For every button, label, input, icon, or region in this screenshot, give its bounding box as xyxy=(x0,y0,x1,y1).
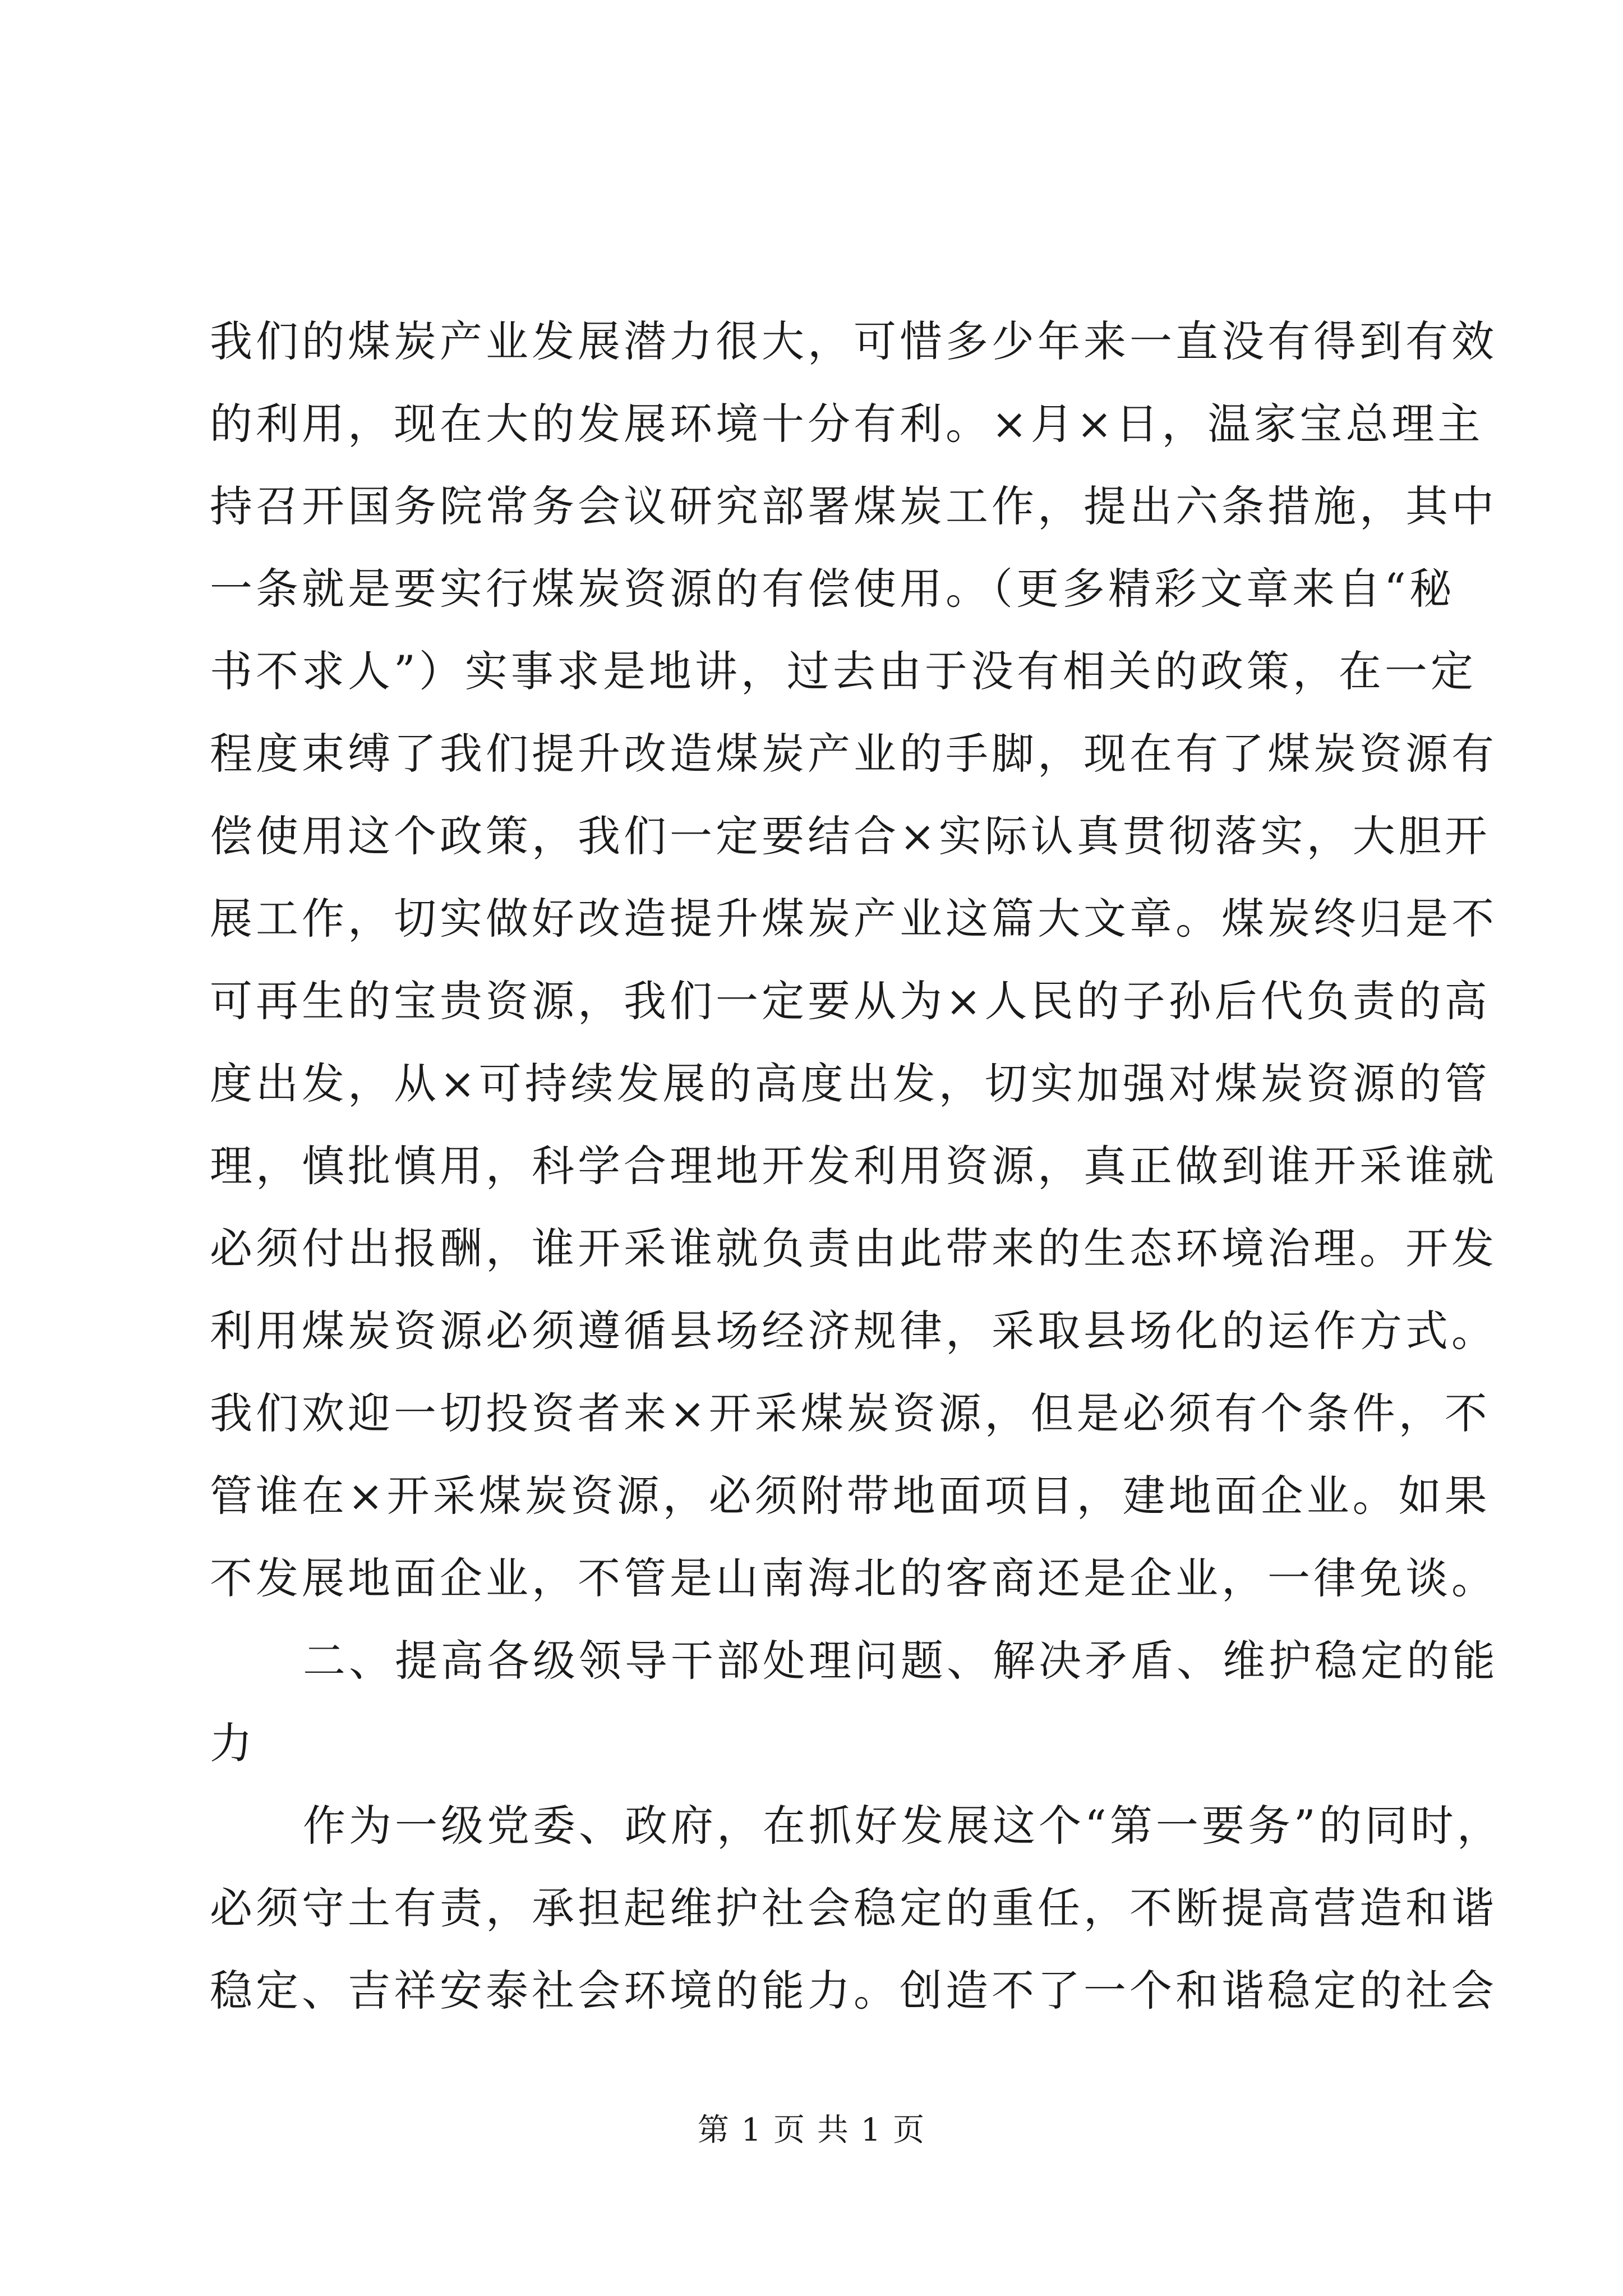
paragraph-line: 一条就是要实行煤炭资源的有偿使用。（更多精彩文章来自“秘 xyxy=(210,564,1455,614)
paragraph-line: 利用煤炭资源必须遵循县场经济规律，采取县场化的运作方式。 xyxy=(210,1306,1497,1356)
paragraph-line: 稳定、吉祥安泰社会环境的能力。创造不了一个和谐稳定的社会 xyxy=(210,1966,1497,2016)
paragraph-line: 必须守土有责，承担起维护社会稳定的重任，不断提高营造和谐 xyxy=(210,1883,1497,1933)
paragraph-line: 书不求人”）实事求是地讲，过去由于没有相关的政策，在一定 xyxy=(210,646,1477,696)
paragraph-line: 不发展地面企业，不管是山南海北的客商还是企业，一律免谈。 xyxy=(210,1553,1497,1603)
paragraph-line: 展工作，切实做好改造提升煤炭产业这篇大文章。煤炭终归是不 xyxy=(210,894,1497,944)
paragraph-line: 可再生的宝贵资源，我们一定要从为×人民的子孙后代负责的高 xyxy=(210,976,1491,1026)
section-heading-line: 力 xyxy=(210,1718,256,1768)
paragraph-line: 我们的煤炭产业发展潜力很大，可惜多少年来一直没有得到有效 xyxy=(210,316,1497,366)
paragraph-line: 偿使用这个政策，我们一定要结合×实际认真贯彻落实，大胆开 xyxy=(210,811,1491,861)
paragraph-line: 程度束缚了我们提升改造煤炭产业的手脚，现在有了煤炭资源有 xyxy=(210,729,1497,779)
page-footer: 第 1 页 共 1 页 xyxy=(697,2112,926,2148)
paragraph-line: 我们欢迎一切投资者来×开采煤炭资源，但是必须有个条件，不 xyxy=(210,1388,1491,1438)
paragraph-line: 必须付出报酬，谁开采谁就负责由此带来的生态环境治理。开发 xyxy=(210,1223,1497,1273)
paragraph-line: 的利用，现在大的发展环境十分有利。×月×日，温家宝总理主 xyxy=(210,399,1484,449)
paragraph-line: 理，慎批慎用，科学合理地开发利用资源，真正做到谁开采谁就 xyxy=(210,1141,1497,1191)
paragraph-line: 管谁在×开采煤炭资源，必须附带地面项目，建地面企业。如果 xyxy=(210,1471,1491,1521)
paragraph-line: 持召开国务院常务会议研究部署煤炭工作，提出六条措施，其中 xyxy=(210,481,1497,531)
paragraph-line: 作为一级党委、政府，在抓好发展这个“第一要务”的同时， xyxy=(303,1801,1503,1851)
paragraph-line: 度出发，从×可持续发展的高度出发，切实加强对煤炭资源的管 xyxy=(210,1059,1491,1108)
section-heading-line: 二、提高各级领导干部处理问题、解决矛盾、维护稳定的能 xyxy=(303,1636,1498,1686)
